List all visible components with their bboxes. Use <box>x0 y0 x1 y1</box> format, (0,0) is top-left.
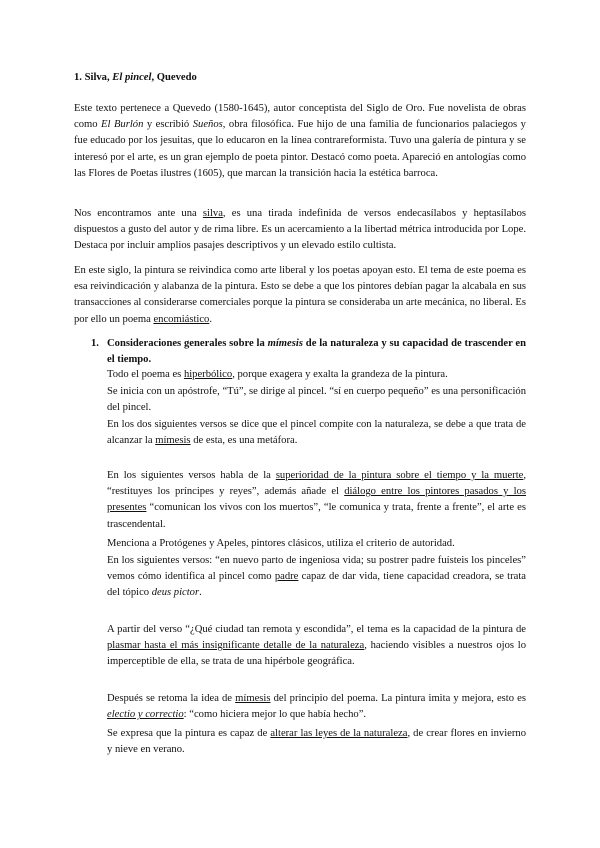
s3-text-c: de esta, es una metáfora. <box>193 435 298 447</box>
paragraph-context <box>74 263 526 328</box>
paragraph-author <box>74 101 526 182</box>
s8-text-e: : “como hiciera mejor lo que había hecho”. <box>183 709 367 721</box>
section-number: 1. <box>91 338 99 349</box>
s7-term-plasmar: plasmar hasta el más insignificante detalle de la naturaleza <box>107 640 365 652</box>
p1-text-a: Este texto pertenece a Quevedo (1580-1645), autor conceptista del Siglo de Oro. Fue novelista de obras como <box>74 103 526 131</box>
document-title <box>74 70 197 86</box>
section-heading-c: de la naturaleza y su capacidad de trascender en el tiempo. <box>107 338 527 366</box>
p2-text-a: Nos encontramos ante una <box>74 208 197 219</box>
p3-term-encomiastico: encomiástico <box>153 313 210 325</box>
section-heading-a: Consideraciones generales sobre la <box>107 338 265 349</box>
s7-text-c: , haciendo visibles a nuestros ojos lo imperceptible de ella, se trata de una hipérbole geográfica. <box>107 640 526 668</box>
p1-work-el-burlon: El Burlón <box>101 119 144 131</box>
s9-term-alterar: alterar las leyes de la naturaleza <box>270 728 408 739</box>
p3-text-c: . <box>209 313 213 325</box>
s6-text-e: . <box>199 587 202 599</box>
s3-text-a: En los dos siguientes versos se dice que el pincel compite con la naturaleza, se debe a que trata de alcanzar la <box>107 419 526 447</box>
s9-text-c: , de crear flores en invierno y nieve en verano. <box>107 728 526 756</box>
section-paragraph-4 <box>107 468 526 533</box>
section-paragraph-2: Se inicia con un apóstrofe, “Tú”, se dirige al pincel. “sí en cuerpo pequeño” es una personificación del pincel. <box>107 386 526 414</box>
title-part-1: Silva, <box>84 72 110 83</box>
p2-text-c: , es una tirada indefinida de versos endecasílabos y heptasílabos dispuestos a gusto del autor y de rima libre. Es un acercamiento a la libertad métrica introducida por Lope. Destaca por incluir amplios pasajes descriptivos y un elevado estilo cultista. <box>74 208 526 252</box>
title-part-2: El pincel <box>112 72 152 83</box>
s6-term-padre: padre <box>274 571 299 583</box>
title-number: 1. <box>74 72 82 83</box>
section-paragraph-7 <box>107 622 526 671</box>
section-heading-mimesis: mímesis <box>267 338 303 349</box>
p1-work-suenos: Sueños <box>192 119 223 131</box>
s4-text-c: , “restituyes los príncipes y reyes”, además añade el <box>107 470 526 498</box>
section-paragraph-3 <box>107 417 526 449</box>
paragraph-silva <box>74 206 526 255</box>
p3-text-a: En este siglo, la pintura se reivindica como arte liberal y los poetas apoyan esto. El tema de este poema es esa reivindicación y alabanza de la pintura. Esto se debe a que los pintores debían pagar la alcabala en sus transacciones al considerarse comerciales porque la pintura se consideraba un arte mecánica, no liberal. Es por ello un poema <box>74 265 526 325</box>
s6-text-c: capaz de dar vida, tiene capacidad creadora, se trata del tópico <box>107 571 526 599</box>
s1-term-hiperbolico: hiperbólico <box>183 369 233 380</box>
s1-text-c: , porque exagera y exalta la grandeza de la pintura. <box>232 369 448 380</box>
s4-text-a: En los siguientes versos habla de la <box>107 470 271 481</box>
s6-term-deus-pictor: deus pictor <box>151 587 200 599</box>
s6-text-a: En los siguientes versos: “en nuevo parto de ingeniosa vida; su postrer padre fuísteis los pinceles” vemos cómo identifica al pincel como <box>107 555 526 583</box>
s8-term-mimesis: mímesis <box>235 693 271 704</box>
s1-text-a: Todo el poema es <box>107 369 182 380</box>
s8-text-a: Después se retoma la idea de <box>107 693 233 704</box>
s7-text-a: A partir del verso “¿Qué ciudad tan remota y escondida”, el tema es la capacidad de la pintura de <box>107 624 526 635</box>
s8-term-electio: electio y correctio <box>107 709 184 721</box>
s9-text-a: Se expresa que la pintura es capaz de <box>107 728 268 739</box>
s3-term-mimesis: mímesis <box>155 435 191 447</box>
section-heading <box>91 336 526 368</box>
s4-term-dialogo: diálogo entre los pintores pasados y los presentes <box>107 486 526 514</box>
s4-term-superioridad: superioridad de la pintura sobre el tiempo y la muerte <box>275 470 524 481</box>
s4-text-e: “comunican los vivos con los muertos”, “le comunica y trata, frente a frente”, el arte es trascendental. <box>107 502 527 530</box>
p1-text-c: y escribió <box>146 119 190 131</box>
title-part-3: , Quevedo <box>151 72 197 83</box>
section-paragraph-1 <box>107 367 526 383</box>
s8-text-c: del principio del poema. La pintura imita y mejora, esto es <box>273 693 526 704</box>
section-paragraph-8 <box>107 691 526 723</box>
p2-term-silva: silva <box>202 208 223 219</box>
section-paragraph-5: Menciona a Protógenes y Apeles, pintores clásicos, utiliza el criterio de autoridad. <box>107 538 455 549</box>
section-paragraph-6 <box>107 553 526 602</box>
p1-text-e: , obra filosófica. Fue hijo de una familia de funcionarios palaciegos y fue educado por los jesuitas, que lo educaron en la línea contrareformista. Tuvo una galería de pintura y se interesó por el arte, es un gran ejemplo de poeta pintor. Destacó como poeta. Apareció en antologías como las Flores de Poetas ilustres (1605), que marcan la transición hacia la estética barroca. <box>74 119 526 179</box>
section-paragraph-9 <box>107 726 526 758</box>
